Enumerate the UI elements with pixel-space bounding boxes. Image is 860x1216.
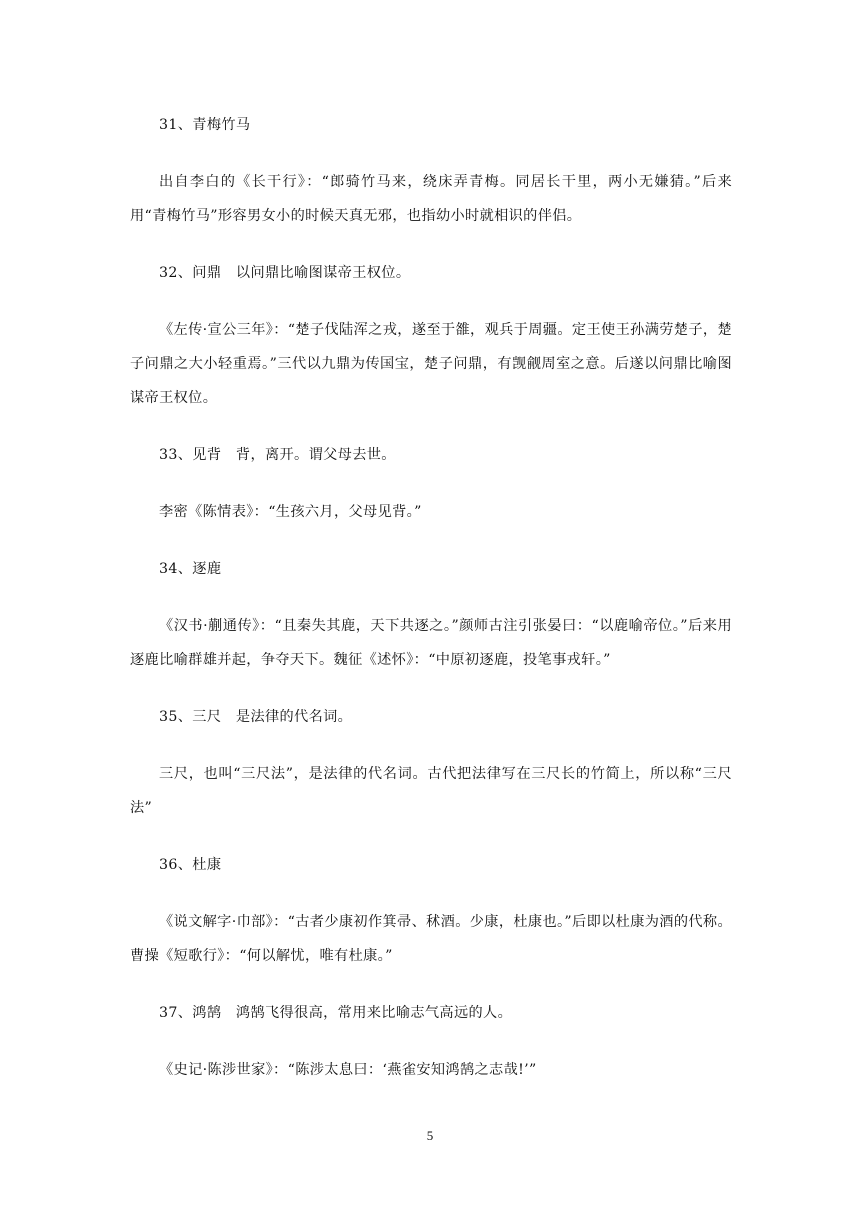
entry-heading: 33、见背 背，离开。谓父母去世。: [159, 447, 396, 463]
entry-body: 《史记·陈涉世家》：“陈涉太息曰：‘燕雀安知鸿鹄之志哉!’”: [159, 1062, 537, 1078]
entry-body: 《说文解字·巾部》：“古者少康初作箕帚、秫酒。少康，杜康也。”后即以杜康为酒的代称。曹操《短歌行》：“何以解忧，唯有杜康。”: [130, 914, 732, 964]
entry-body: 出自李白的《长干行》：“郎骑竹马来，绕床弄青梅。同居长干里，两小无嫌猜。”后来用“青梅竹马”形容男女小的时候天真无邪，也指幼小时就相识的伴侣。: [130, 174, 732, 224]
entry-32: [130, 256, 732, 415]
entry-37: [130, 996, 732, 1087]
entry-body: 《左传·宣公三年》：“楚子伐陆浑之戎，遂至于雒，观兵于周疆。定王使王孙满劳楚子，楚子问鼎之大小轻重焉。”三代以九鼎为传国宝，楚子问鼎，有觊觎周室之意。后遂以问鼎比喻图谋帝王权位。: [130, 322, 732, 406]
entry-heading: 37、鸿鹄 鸿鹄飞得很高，常用来比喻志气高远的人。: [159, 1005, 513, 1021]
entry-heading: 35、三尺 是法律的代名词。: [159, 709, 353, 725]
entry-heading: 34、逐鹿: [159, 561, 222, 577]
entry-33: [130, 438, 732, 529]
entry-36: [130, 848, 732, 973]
page-content: [130, 108, 732, 1110]
entry-31: [130, 108, 732, 233]
entry-body: 李密《陈情表》：“生孩六月，父母见背。”: [159, 504, 422, 520]
entry-body: 三尺，也叫“三尺法”，是法律的代名词。古代把法律写在三尺长的竹简上，所以称“三尺法”: [130, 766, 732, 816]
entry-body: 《汉书·蒯通传》：“且秦失其鹿，天下共逐之。”颜师古注引张晏曰：“以鹿喻帝位。”后来用逐鹿比喻群雄并起，争夺天下。魏征《述怀》：“中原初逐鹿，投笔事戎轩。”: [130, 618, 732, 668]
entry-heading: 31、青梅竹马: [159, 117, 251, 133]
entry-34: [130, 552, 732, 677]
page-number: 5: [426, 1128, 434, 1143]
entry-heading: 32、问鼎 以问鼎比喻图谋帝王权位。: [159, 265, 411, 281]
entry-35: [130, 700, 732, 825]
entry-heading: 36、杜康: [159, 857, 222, 873]
